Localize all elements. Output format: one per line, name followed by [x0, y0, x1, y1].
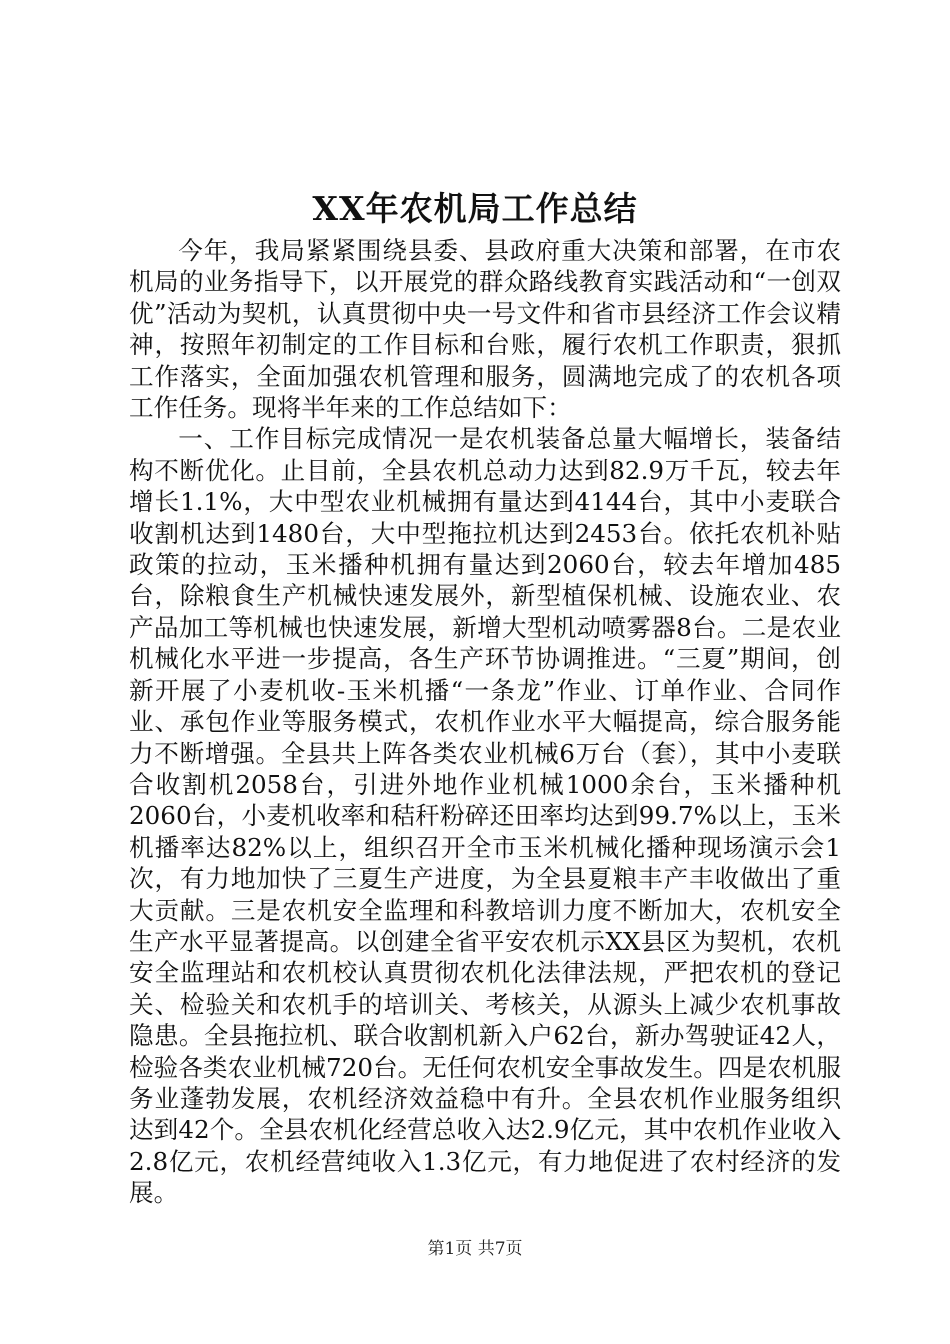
goals-paragraph: 一、工作目标完成情况一是农机装备总量大幅增长，装备结构不断优化。止目前，全县农机总动力达到82.9万千瓦，较去年增长1.1%，大中型农业机械拥有量达到4144台，其中小麦联合收割机达到1480台，大中型拖拉机达到2453台。依托农机补贴政策的拉动，玉米播种机拥有量达到2060台，较去年增加485台，除粮食生产机械快速发展外，新型植保机械、设施农业、农产品加工等机械也快速发展，新增大型机动喷雾器8台。二是农业机械化水平进一步提高，各生产环节协调推进。“三夏”期间，创新开展了小麦机收-玉米机播“一条龙”作业、订单作业、合同作业、承包作业等服务模式，农机作业水平大幅提高，综合服务能力不断增强。全县共上阵各类农业机械6万台（套），其中小麦联合收割机2058台，引进外地作业机械1000余台，玉米播种机2060台，小麦机收率和秸秆粉碎还田率均达到99.7%以上，玉米机播率达82%以上，组织召开全市玉米机械化播种现场演示会1次，有力地加快了三夏生产进度，为全县夏粮丰产丰收做出了重大贡献。三是农机安全监理和科教培训力度不断加大，农机安全生产水平显著提高。以创建全省平安农机示XX县区为契机，农机安全监理站和农机校认真贯彻农机化法律法规，严把农机的登记关、检验关和农机手的培训关、考核关，从源头上减少农机事故隐患。全县拖拉机、联合收割机新入户62台，新办驾驶证42人，检验各类农业机械720台。无任何农机安全事故发生。四是农机服务业蓬勃发展，农机经济效益稳中有升。全县农机作业服务组织达到42个。全县农机化经营总收入达2.9亿元，其中农机作业收入2.8亿元，农机经营纯收入1.3亿元，有力地促进了农村经济的发展。: [129, 424, 841, 1208]
document-body: [129, 235, 841, 1209]
intro-paragraph: 今年，我局紧紧围绕县委、县政府重大决策和部署，在市农机局的业务指导下，以开展党的群众路线教育实践活动和“一创双优”活动为契机，认真贯彻中央一号文件和省市县经济工作会议精神，按照年初制定的工作目标和台账，履行农机工作职责，狠抓工作落实，全面加强农机管理和服务，圆满地完成了的农机各项工作任务。现将半年来的工作总结如下：: [129, 236, 841, 423]
document-title: XX年农机局工作总结: [312, 189, 638, 228]
page-number-footer: 第1页 共7页: [427, 1239, 523, 1259]
